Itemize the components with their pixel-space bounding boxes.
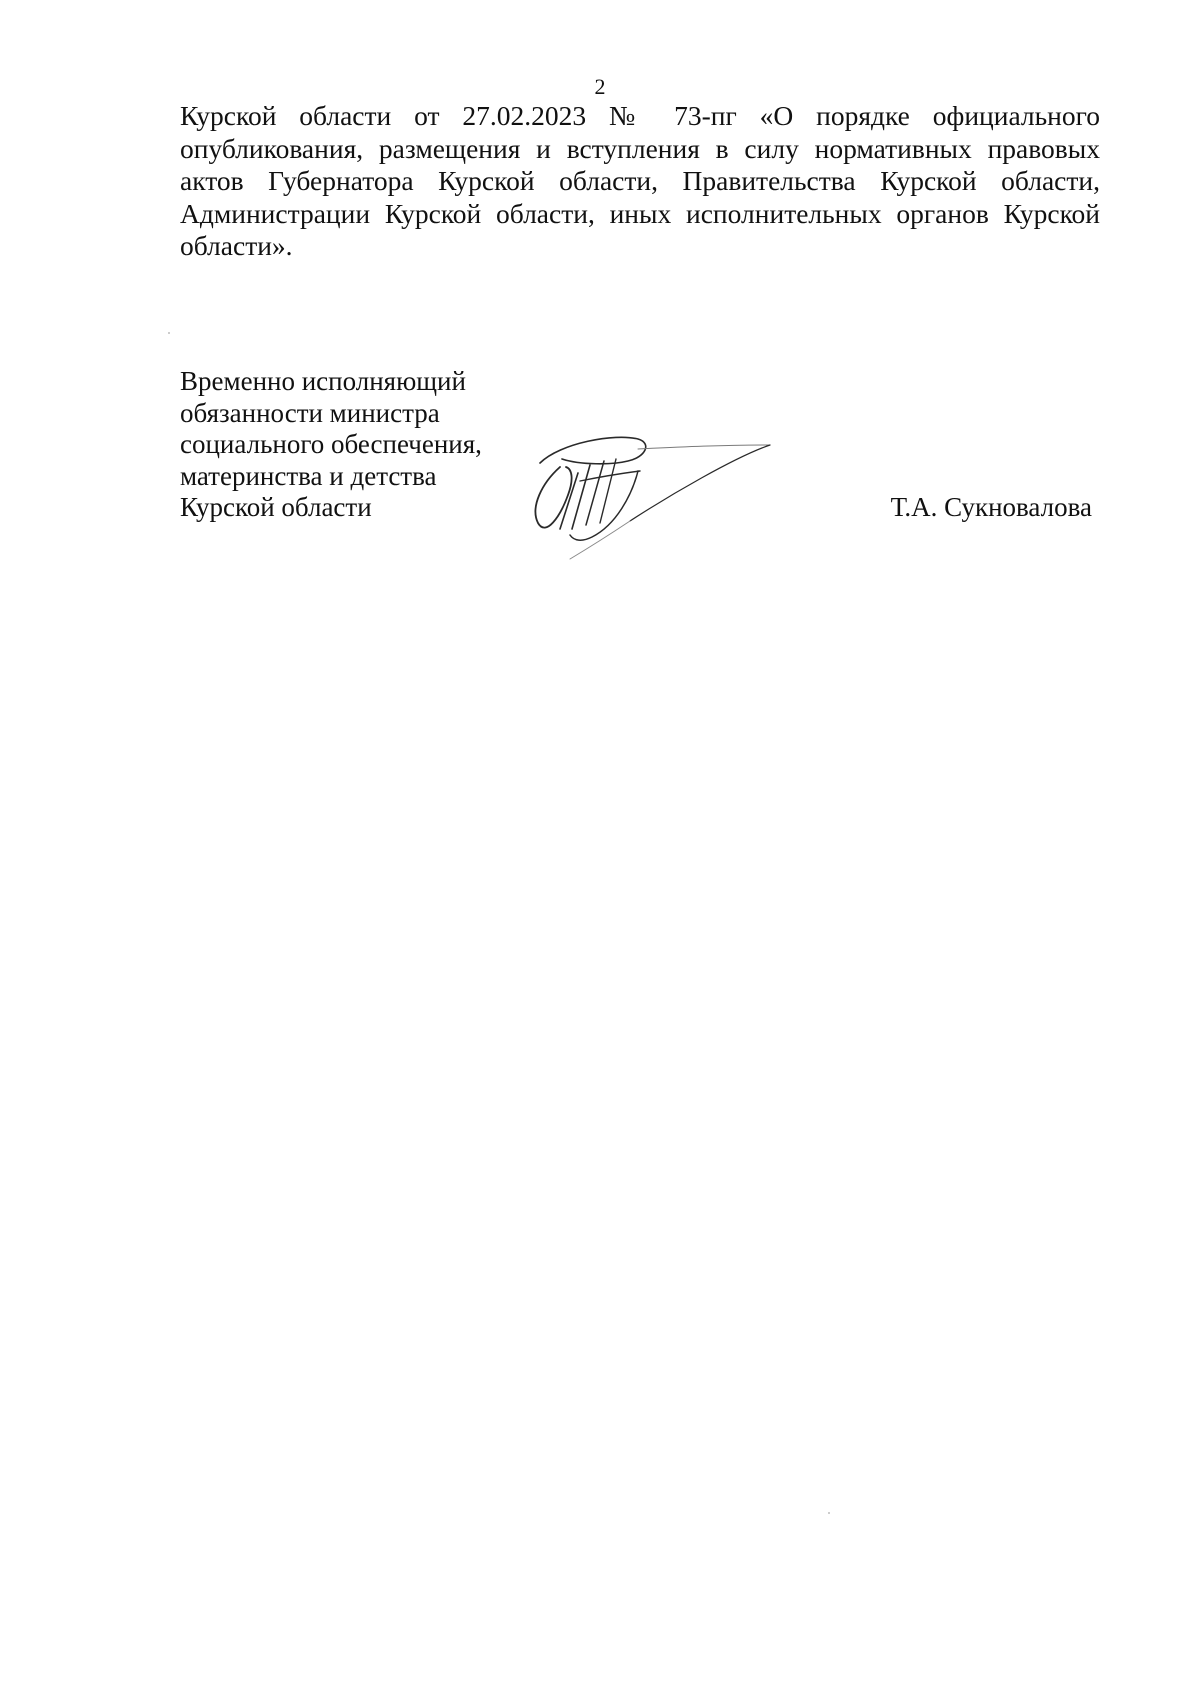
signer-name: Т.А. Сукновалова [890,492,1092,522]
body-line: Администрации Курской области, иных исполнительных органов Курской [180,197,1100,229]
body-line: актов Губернатора Курской области, Правительства Курской области, [180,165,1100,196]
body-line: опубликования, размещения и вступления в силу нормативных правовых [180,132,1100,164]
scan-speck [828,1512,830,1514]
signatory-title [180,366,500,524]
page-number: 2 [594,74,606,99]
signatory-title-line: материнства и детства [180,460,437,491]
scan-speck [168,332,170,334]
handwritten-signature-icon [520,425,790,565]
signatory-title-line: обязанности министра [180,397,440,428]
body-line: Курской области от 27.02.2023 № 73-пг «О порядке официального [180,100,1100,131]
signatory-title-line: Временно исполняющий [180,366,466,396]
body-paragraph [180,100,1100,263]
body-line: области». [180,230,293,261]
signatory-title-line: Курской области [180,492,372,522]
signatory-title-line: социального обеспечения, [180,429,482,459]
